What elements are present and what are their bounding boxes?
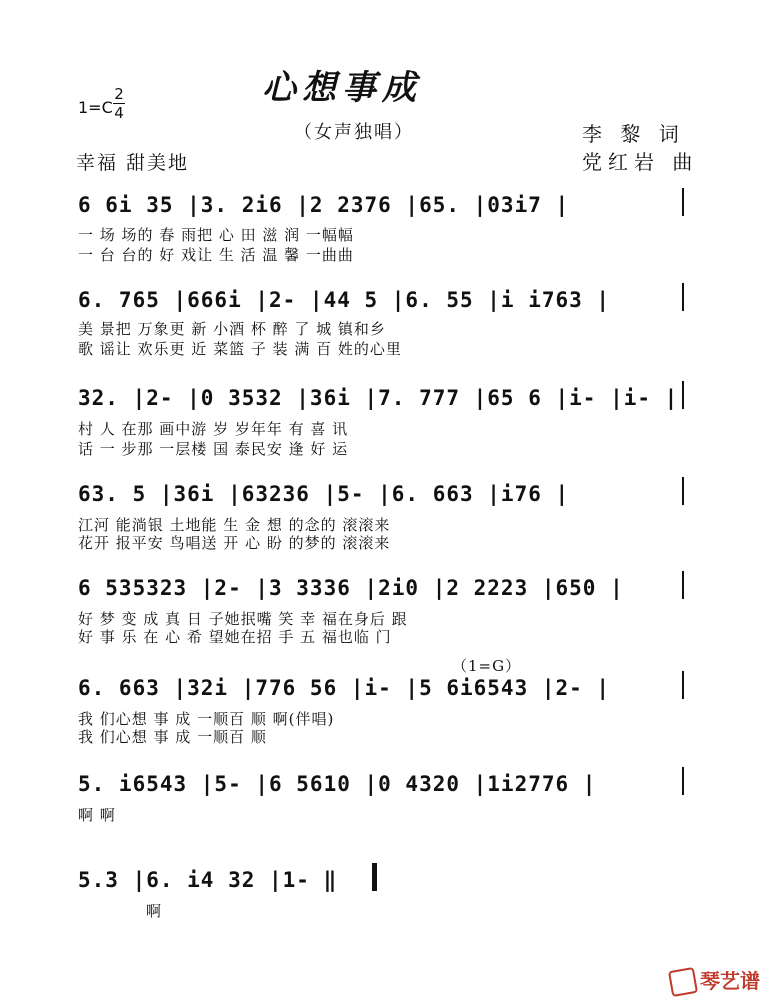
- lyric-verse-1: 啊 啊: [78, 806, 116, 824]
- piano-logo-icon: [668, 967, 698, 997]
- lyric-verse-1: 我 们心想 事 成 一顺百 顺 啊(伴唱): [78, 710, 335, 728]
- notation-line: 63. 5 |36i |63236 |5- |6. 663 |i76 |: [78, 482, 570, 506]
- lyric-verse-2: 话 一 步那 一层楼 国 泰民安 逢 好 运: [78, 440, 349, 458]
- notation-line: 6. 765 |666i |2- |44 5 |6. 55 |i i763 |: [78, 288, 611, 312]
- notation-line: 6 535323 |2- |3 3336 |2i0 |2 2223 |650 |: [78, 576, 624, 600]
- time-signature-top: 2: [114, 85, 124, 103]
- lyric-verse-2: 花开 报平安 鸟唱送 开 心 盼 的梦的 滚滚来: [78, 534, 391, 552]
- lyric-verse-2: 好 事 乐 在 心 希 望她在招 手 五 福也临 门: [78, 628, 392, 646]
- song-title: 心想事成: [262, 68, 422, 108]
- lyric-verse-1: 好 梦 变 成 真 日 子她抿嘴 笑 幸 福在身后 跟: [78, 610, 408, 628]
- notation-line: 5.3 |6. i4 32 |1- ‖: [78, 868, 338, 892]
- barline: [682, 283, 684, 311]
- barline: [682, 671, 684, 699]
- song-subtitle: （女声独唱）: [294, 122, 414, 143]
- notation-line: 32. |2- |0 3532 |36i |7. 777 |65 6 |i- |i- |: [78, 386, 679, 410]
- barline: [682, 188, 684, 216]
- time-signature-bottom: 4: [114, 104, 124, 122]
- composer-credit: 党红岩 曲: [582, 150, 699, 174]
- lyric-verse-1: 村 人 在那 画中游 岁 岁年年 有 喜 讯: [78, 420, 349, 438]
- notation-line: 6 6i 35 |3. 2i6 |2 2376 |65. |03i7 |: [78, 193, 570, 217]
- key-signature: 1=C: [78, 98, 113, 117]
- barline: [682, 767, 684, 795]
- barline: [682, 381, 684, 409]
- lyric-verse-1: 一 场 场的 春 雨把 心 田 滋 润 一幅幅: [78, 226, 354, 244]
- watermark-text: 琴艺谱: [700, 968, 760, 993]
- time-signature: [113, 86, 125, 121]
- final-barline: [372, 863, 377, 891]
- modulation-mark: （1=G）: [452, 657, 522, 675]
- site-watermark: [670, 965, 760, 996]
- barline: [682, 571, 684, 599]
- notation-line: 6. 663 |32i |776 56 |i- |5 6i6543 |2- |: [78, 676, 611, 700]
- lyricist-credit: 李 黎 词: [582, 122, 685, 146]
- lyric-verse-2: 我 们心想 事 成 一顺百 顺: [78, 728, 267, 746]
- tempo-marking: 幸福 甜美地: [76, 152, 190, 174]
- lyric-verse-1: 美 景把 万象更 新 小酒 杯 醉 了 城 镇和乡: [78, 320, 386, 338]
- barline: [682, 477, 684, 505]
- notation-line: 5. i6543 |5- |6 5610 |0 4320 |1i2776 |: [78, 772, 597, 796]
- lyric-verse-1: 江河 能淌银 土地能 生 金 想 的念的 滚滚来: [78, 516, 391, 534]
- lyric-verse-2: 一 台 台的 好 戏让 生 活 温 馨 一曲曲: [78, 246, 354, 264]
- lyric-verse-1: 啊: [146, 902, 163, 920]
- lyric-verse-2: 歌 谣让 欢乐更 近 菜篮 子 装 满 百 姓的心里: [78, 340, 402, 358]
